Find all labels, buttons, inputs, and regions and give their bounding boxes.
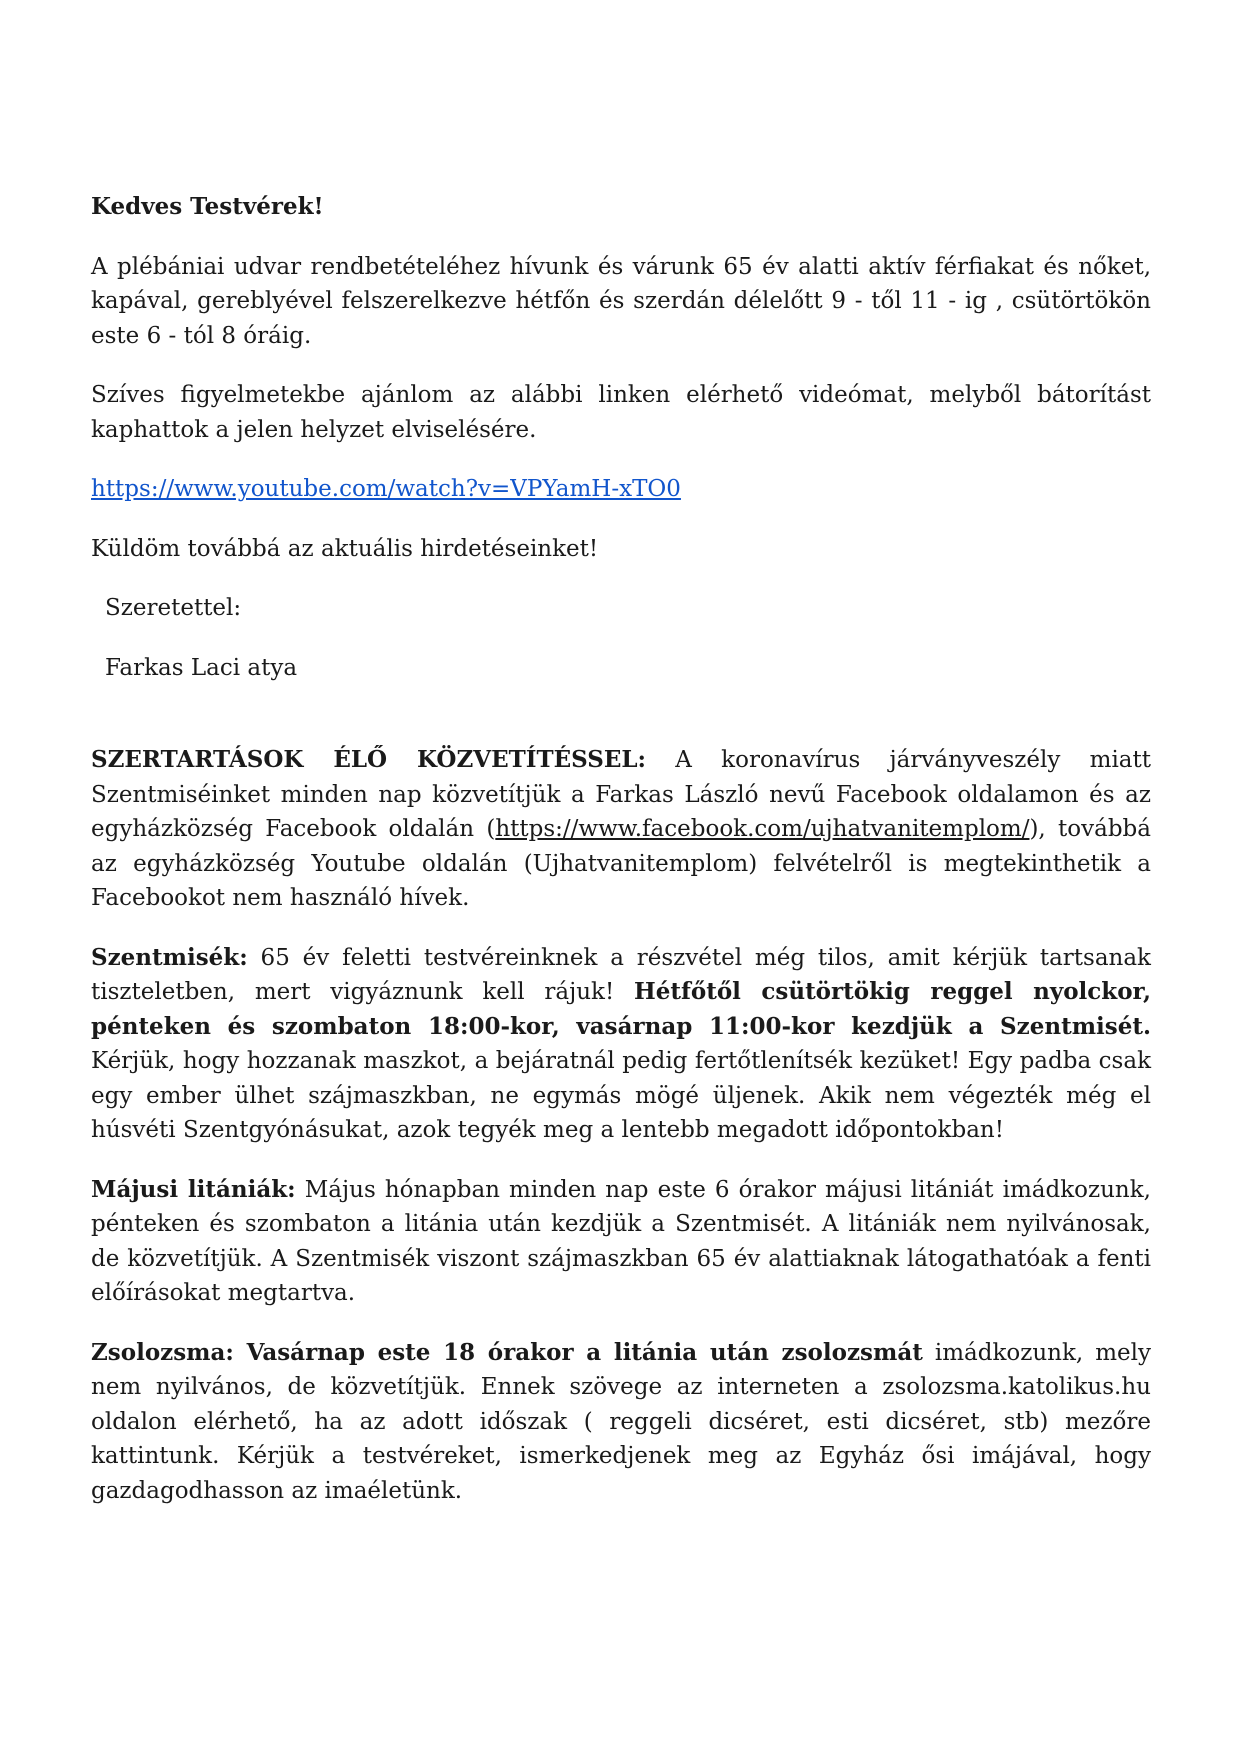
- section-live-heading: SZERTARTÁSOK ÉLŐ KÖZVETÍTÉSSEL:: [91, 746, 647, 773]
- section-live-text-2: ), továbbá az egyházközség Youtube oldalán (Ujhatvanitemplom) felvételről is megtekinthetik a Facebookot nem használó hívek.: [91, 816, 1151, 911]
- paragraph-announcements-intro: Küldöm továbbá az aktuális hirdetéseinket!: [91, 535, 599, 562]
- section-litany-text: Május hónapban minden nap este 6 órakor májusi litániát imádkozunk, pénteken és szombaton a litánia után kezdjük a Szentmisét. A litániák nem nyilvánosak, de közvetítjük. A Szentmisék viszont szájmaszkban 65 év alattiaknak látogathatóak a fenti előírásokat megtartva.: [91, 1176, 1151, 1306]
- section-masses-schedule: Hétfőtől csütörtökig reggel nyolckor, pénteken és szombaton 18:00-kor, vasárnap 11:00-kor kezdjük a Szentmisét.: [91, 978, 1152, 1040]
- section-masses-text-1: 65 év feletti testvéreinknek a részvétel még tilos, amit kérjük tartsanak tiszteletben, mert vigyáznunk kell rájuk!: [91, 944, 1151, 1005]
- signature: Farkas Laci atya: [105, 654, 298, 681]
- greeting: Kedves Testvérek!: [91, 193, 324, 220]
- youtube-link[interactable]: https://www.youtube.com/watch?v=VPYamH-xTO0: [91, 476, 681, 502]
- section-masses: [91, 941, 1151, 1148]
- section-litany: [91, 1173, 1151, 1311]
- section-masses-text-2: Kérjük, hogy hozzanak maszkot, a bejáratnál pedig fertőtlenítsék kezüket! Egy padba csak egy ember ülhet szájmaszkban, ne egymás mögé üljenek. Akik nem végezték még el húsvéti Szentgyónásukat, azok tegyék meg a lentebb megadott időpontokban!: [91, 1048, 1151, 1143]
- section-office-text: imádkozunk, mely nem nyilvános, de közvetítjük. Ennek szövege az interneten a zsolozsma.katolikus.hu oldalon elérhető, ha az adott időszak ( reggeli dicséret, esti dicséret, stb) mezőre kattintunk. Kérjük a testvéreket, ismerkedjenek meg az Egyház ősi imájával, hogy gazdagodhasson az imaéletünk.: [91, 1339, 1151, 1504]
- facebook-link[interactable]: https://www.facebook.com/ujhatvanitemplom/: [495, 816, 1030, 842]
- section-office-heading: Zsolozsma: Vasárnap este 18 órakor a litánia után zsolozsmát: [91, 1338, 923, 1366]
- section-live-broadcast: [91, 743, 1151, 916]
- section-litany-heading: Májusi litániák:: [91, 1175, 296, 1203]
- closing: Szeretettel:: [105, 595, 242, 621]
- section-masses-heading: Szentmisék:: [91, 943, 248, 971]
- video-link-line: [91, 472, 1151, 507]
- paragraph-video: Szíves figyelmetekbe ajánlom az alábbi linken elérhető videómat, melyből bátorítást kaphattok a jelen helyzet elviselésére.: [91, 382, 1151, 443]
- spacer: [91, 685, 1151, 743]
- section-live-text-1: A koronavírus járványveszély miatt Szentmiséinket minden nap közvetítjük a Farkas László nevű Facebook oldalamon és az egyházközség Facebook oldalán (: [91, 747, 1151, 842]
- section-office: [91, 1336, 1151, 1509]
- document-page: [91, 190, 1151, 1508]
- paragraph-yard-cleanup: A plébániai udvar rendbetételéhez hívunk és várunk 65 év alatti aktív férfiakat és nőket, kapával, gereblyével felszerelkezve hétfőn és szerdán délelőtt 9 - től 11 - ig , csütörtökön este 6 - tól 8 óráig.: [91, 253, 1151, 349]
